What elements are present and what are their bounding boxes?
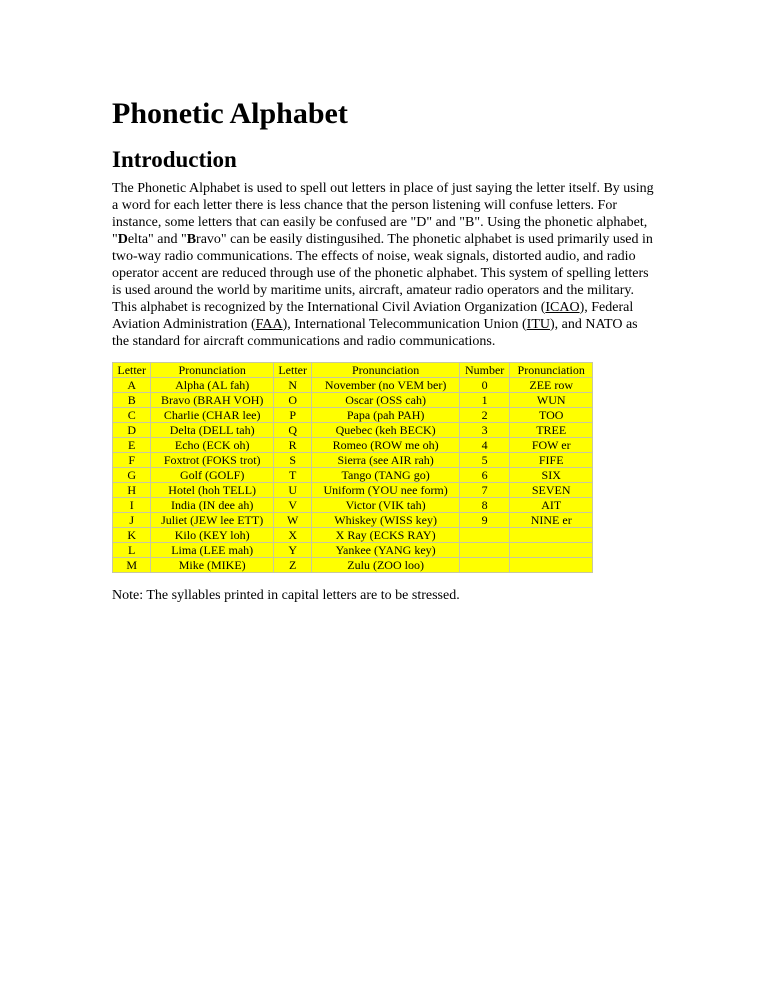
table-cell: Golf (GOLF) (151, 468, 274, 483)
intro-text-1: The Phonetic Alphabet is used to spell out letters in place of just saying the letter itself. By using a word for each letter there is less chance that the person listening will confuse letters. For instance, some letters that can easily be confused are "D" and "B". Using the phonetic alphabet, " (112, 181, 654, 247)
table-cell: W (274, 513, 312, 528)
bravo-bold-letter: B (186, 232, 197, 247)
table-cell: 6 (460, 468, 511, 483)
table-cell: Kilo (KEY loh) (151, 528, 274, 543)
intro-paragraph (112, 180, 658, 350)
table-cell (460, 543, 511, 558)
table-cell: WUN (510, 393, 593, 408)
table-cell: E (113, 438, 151, 453)
section-heading-introduction: Introduction (112, 147, 237, 172)
table-cell: Zulu (ZOO loo) (312, 558, 460, 573)
table-cell: M (113, 558, 151, 573)
table-cell: TREE (510, 423, 593, 438)
intro-text-delta: elta" and " (127, 232, 187, 247)
table-cell: FOW er (510, 438, 593, 453)
icao-abbreviation: ICAO (545, 300, 580, 315)
table-cell: C (113, 408, 151, 423)
table-cell: Z (274, 558, 312, 573)
table-cell (510, 543, 593, 558)
table-cell: AIT (510, 498, 593, 513)
table-cell: 4 (460, 438, 511, 453)
table-cell: Yankee (YANG key) (312, 543, 460, 558)
table-cell: U (274, 483, 312, 498)
table-row (113, 438, 593, 453)
table-cell: Oscar (OSS cah) (312, 393, 460, 408)
table-cell: Juliet (JEW lee ETT) (151, 513, 274, 528)
table-row (113, 528, 593, 543)
table-cell: O (274, 393, 312, 408)
table-header-cell: Pronunciation (312, 363, 460, 378)
table-cell: November (no VEM ber) (312, 378, 460, 393)
table-header-cell: Letter (274, 363, 312, 378)
table-cell: Lima (LEE mah) (151, 543, 274, 558)
table-cell: B (113, 393, 151, 408)
table-row (113, 483, 593, 498)
table-cell: Papa (pah PAH) (312, 408, 460, 423)
table-header-row (113, 363, 593, 378)
table-row (113, 423, 593, 438)
table-cell: X Ray (ECKS RAY) (312, 528, 460, 543)
table-cell: G (113, 468, 151, 483)
table-cell: 5 (460, 453, 511, 468)
table-cell: I (113, 498, 151, 513)
table-cell: 1 (460, 393, 511, 408)
table-cell: N (274, 378, 312, 393)
table-cell (510, 528, 593, 543)
table-cell: 8 (460, 498, 511, 513)
table-cell: F (113, 453, 151, 468)
table-cell: Alpha (AL fah) (151, 378, 274, 393)
table-cell: S (274, 453, 312, 468)
table-row (113, 408, 593, 423)
table-cell: Charlie (CHAR lee) (151, 408, 274, 423)
table-cell: Echo (ECK oh) (151, 438, 274, 453)
table-cell: 3 (460, 423, 511, 438)
table-cell: Victor (VIK tah) (312, 498, 460, 513)
table-header-cell: Letter (113, 363, 151, 378)
document-page (112, 96, 658, 604)
table-cell: FIFE (510, 453, 593, 468)
itu-abbreviation: ITU (526, 317, 550, 332)
table-cell: A (113, 378, 151, 393)
delta-bold-letter: D (117, 232, 128, 247)
intro-text-4: ), International Telecommunication Union ( (282, 317, 527, 332)
table-cell: SEVEN (510, 483, 593, 498)
stress-note: Note: The syllables printed in capital letters are to be stressed. (112, 588, 460, 603)
table-cell: Whiskey (WISS key) (312, 513, 460, 528)
table-cell: India (IN dee ah) (151, 498, 274, 513)
table-row (113, 378, 593, 393)
table-cell: X (274, 528, 312, 543)
table-row (113, 468, 593, 483)
table-header-cell: Pronunciation (151, 363, 274, 378)
table-header-cell: Number (460, 363, 511, 378)
table-cell: ZEE row (510, 378, 593, 393)
table-cell: Q (274, 423, 312, 438)
table-cell: 7 (460, 483, 511, 498)
intro-text-2: ravo" can be easily distingusihed. The phonetic alphabet is used primarily used in two-way radio communications. The effects of noise, weak signals, distorted audio, and radio operator accent are reduced through use of the phonetic alphabet. This system of spelling letters is used around the world by maritime units, aircraft, amateur radio operators and the military. This alphabet is recognized by the International Civil Aviation Organization ( (112, 232, 653, 315)
table-cell: Foxtrot (FOKS trot) (151, 453, 274, 468)
table-cell: K (113, 528, 151, 543)
table-cell: 9 (460, 513, 511, 528)
table-cell (460, 528, 511, 543)
faa-abbreviation: FAA (255, 317, 283, 332)
table-cell: Mike (MIKE) (151, 558, 274, 573)
table-cell: TOO (510, 408, 593, 423)
table-cell: Uniform (YOU nee form) (312, 483, 460, 498)
intro-text-3: ), Federal Aviation Administration ( (112, 300, 634, 332)
table-cell: Delta (DELL tah) (151, 423, 274, 438)
table-cell: Y (274, 543, 312, 558)
phonetic-alphabet-table (112, 362, 593, 573)
table-cell: H (113, 483, 151, 498)
table-cell: Romeo (ROW me oh) (312, 438, 460, 453)
table-cell: V (274, 498, 312, 513)
table-row (113, 513, 593, 528)
table-row (113, 558, 593, 573)
table-cell: 2 (460, 408, 511, 423)
table-cell: 0 (460, 378, 511, 393)
table-cell: T (274, 468, 312, 483)
table-cell: Bravo (BRAH VOH) (151, 393, 274, 408)
table-cell: NINE er (510, 513, 593, 528)
table-cell: R (274, 438, 312, 453)
table-row (113, 543, 593, 558)
intro-text-5: ), and NATO as the standard for aircraft communications and radio communications. (112, 317, 638, 349)
table-cell: D (113, 423, 151, 438)
table-cell: J (113, 513, 151, 528)
page-title: Phonetic Alphabet (112, 97, 348, 130)
table-row (113, 453, 593, 468)
table-cell: Sierra (see AIR rah) (312, 453, 460, 468)
table-cell: Hotel (hoh TELL) (151, 483, 274, 498)
table-cell (460, 558, 511, 573)
table-cell: L (113, 543, 151, 558)
table-cell: SIX (510, 468, 593, 483)
table-row (113, 498, 593, 513)
table-cell: P (274, 408, 312, 423)
table-header-cell: Pronunciation (510, 363, 593, 378)
table-cell (510, 558, 593, 573)
table-row (113, 393, 593, 408)
table-cell: Tango (TANG go) (312, 468, 460, 483)
table-cell: Quebec (keh BECK) (312, 423, 460, 438)
